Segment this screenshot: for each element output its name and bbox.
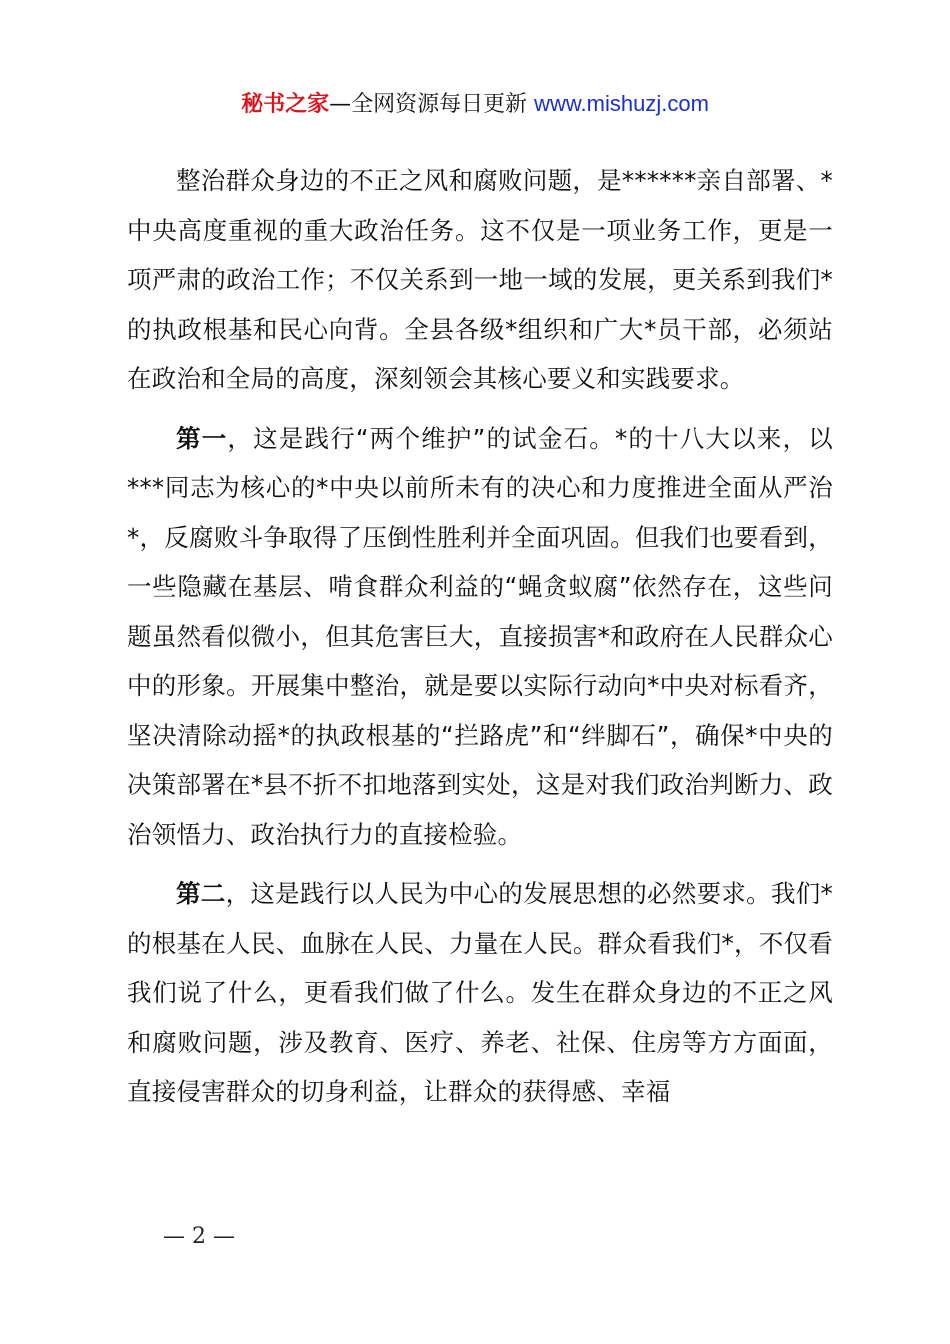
- document-body: [127, 156, 833, 1117]
- paragraph-lead: 第一: [176, 423, 228, 453]
- brand-name: 秘书之家: [241, 92, 330, 117]
- paragraph-intro: [127, 156, 833, 404]
- paragraph-text: ，这是践行“两个维护”的试金石。*的十八大以来，以***同志为核心的*中央以前所未有的决心和力度推进全面从严治*，反腐败斗争取得了压倒性胜利并全面巩固。但我们也要看到，一些隐藏在基层、啃食群众利益的“蝇贪蚁腐”依然存在，这些问题虽然看似微小，但其危害巨大，直接损害*和政府在人民群众心中的形象。开展集中整治，就是要以实际行动向*中央对标看齐，坚决清除动摇*的执政根基的“拦路虎”和“绊脚石”，确保*中央的决策部署在*县不折不扣地落到实处，这是对我们政治判断力、政治领悟力、政治执行力的直接检验。: [127, 423, 833, 849]
- site-url-link[interactable]: www.mishuzj.com: [534, 91, 709, 116]
- paragraph-text: ，这是践行以人民为中心的发展思想的必然要求。我们*的根基在人民、血脉在人民、力量在人民。群众看我们*，不仅看我们说了什么，更看我们做了什么。发生在群众身边的不正之风和腐败问题，涉及教育、医疗、养老、社保、住房等方方面面，直接侵害群众的切身利益，让群众的获得感、幸福: [127, 879, 834, 1106]
- paragraph-lead: 第二: [176, 879, 226, 908]
- header-tagline: —全网资源每日更新: [329, 92, 528, 117]
- paragraph-text: 整治群众身边的不正之风和腐败问题，是******亲自部署、*中央高度重视的重大政治任务。这不仅是一项业务工作，更是一项严肃的政治工作；不仅关系到一地一域的发展，更关系到我们*的执政根基和民心向背。全县各级*组织和广大*员干部，必须站在政治和全局的高度，深刻领会其核心要义和实践要求。: [127, 166, 833, 393]
- page-number: — 2 —: [163, 1224, 235, 1249]
- paragraph-first: [127, 414, 833, 860]
- site-header: [0, 88, 950, 121]
- paragraph-second: [127, 869, 833, 1117]
